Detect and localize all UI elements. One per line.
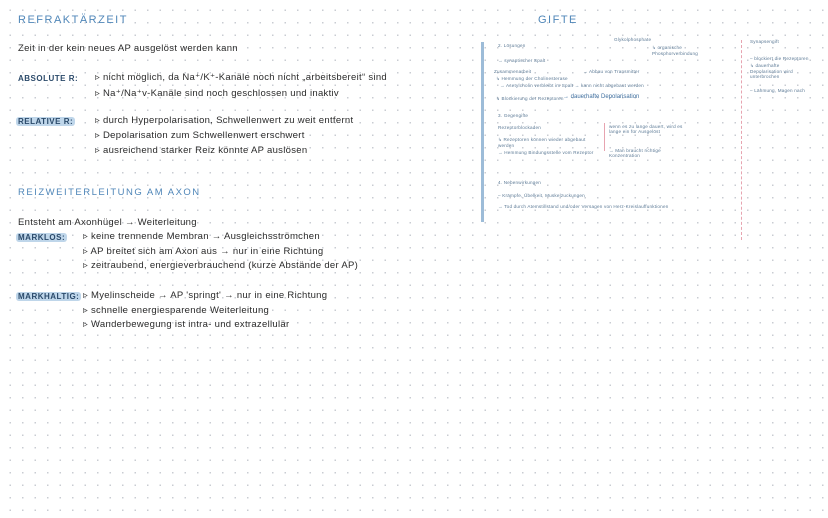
marklos-item: ▹ AP breitet sich am Axon aus → nur in eine Richtung (83, 246, 324, 257)
markhaltig-item: ▹ Myelinscheide → AP 'springt' → nur in eine Richtung (83, 290, 328, 301)
note-line: 2. Lösungen (498, 43, 526, 48)
label-markhaltig: MARKHALTIG: (18, 292, 80, 301)
label-relative: RELATIVE R: (18, 117, 74, 126)
title-refraktaerzeit: REFRAKTÄRZEIT (18, 14, 128, 26)
note-line: ↳ Blockierung der Rezeptoren (496, 96, 564, 101)
inner-divider (604, 123, 605, 151)
title-gifte: GIFTE (538, 14, 578, 26)
title-reizweiterleitung: REIZWEITERLEITUNG AM AXON (18, 187, 201, 198)
marklos-item: ▹ zeitraubend, energieverbrauchend (kurze Abstände der AP) (83, 260, 359, 271)
absolute-item: ▹ Na⁺/Na⁺v-Kanäle sind noch geschlossen und inaktiv (95, 88, 339, 99)
markhaltig-item: ▹ schnelle energiesparende Weiterleitung (83, 305, 270, 316)
column-divider (741, 40, 742, 240)
absolute-item: ▹ nicht möglich, da Na⁺/K⁺-Kanäle noch nicht „arbeitsbereit“ sind (95, 72, 387, 83)
relative-item: ▹ ausreichend starker Reiz könnte AP auslösen (95, 145, 308, 156)
markhaltig-item: ▹ Wanderbewegung ist intra- und extrazellulär (83, 319, 290, 330)
side-note: – blockiert die Rezeptoren (750, 56, 809, 61)
note-line: ↳ Hemmung der Cholinesterase (496, 76, 568, 81)
note-line: → dauerhafte Depolarisation (563, 94, 640, 100)
note-line: 3. Gegengifte (498, 113, 529, 118)
marklos-item: ▹ keine trennende Membran → Ausgleichsströmchen (83, 231, 320, 242)
intro2-text: Entsteht am Axonhügel → Weiterleitung (18, 217, 197, 228)
section-bar (481, 42, 484, 222)
label-marklos: MARKLOS: (18, 233, 66, 242)
relative-item: ▹ durch Hyperpolarisation, Schwellenwert zu weit entfernt (95, 115, 354, 126)
relative-item: ▹ Depolarisation zum Schwellenwert erschwert (95, 130, 305, 141)
note-line: → Tod durch Atemstillstand und/oder Versagen von Herz-Kreislauffunktionen (498, 204, 669, 209)
note-line: Rezeptorblockaden (498, 125, 541, 130)
note-line: → Acetylcholin verbleibt im Spalt → kann nicht abgebaut werden (500, 83, 644, 88)
note-line: ↳ Rezeptoren können wieder abgebaut werden (498, 137, 586, 148)
note-line: wenn es zu lange dauert, wird es lange ein für Ausgelöst (609, 124, 683, 134)
note-line: → Abbau von Transmitter (583, 69, 640, 74)
side-note: ↳ dauerhafte Depolarisation wird unterbrochen (750, 63, 793, 79)
intro-text: Zeit in der kein neues AP ausgelöst werden kann (18, 43, 238, 54)
side-note: Synapsengift (750, 39, 779, 44)
note-line: ↳ organische Phosphorverbindung (652, 45, 698, 56)
note-line: 4. Nebenwirkungen (498, 180, 541, 185)
side-note: – Lähmung, Magen nach (750, 88, 806, 93)
note-line: Glykolphosphate (614, 37, 652, 42)
note-line: → Man braucht richtige Konzentration (609, 148, 661, 158)
note-line: → synaptischer Spalt (498, 58, 546, 63)
note-line: → Hemmung Bindungsstelle vom Rezeptor (498, 150, 594, 155)
label-absolute: ABSOLUTE R: (18, 74, 79, 83)
note-line: Zusammenarbeit (494, 69, 532, 74)
note-line: – Krämpfe, Übelkeit, Muskelzuckungen (498, 193, 585, 198)
